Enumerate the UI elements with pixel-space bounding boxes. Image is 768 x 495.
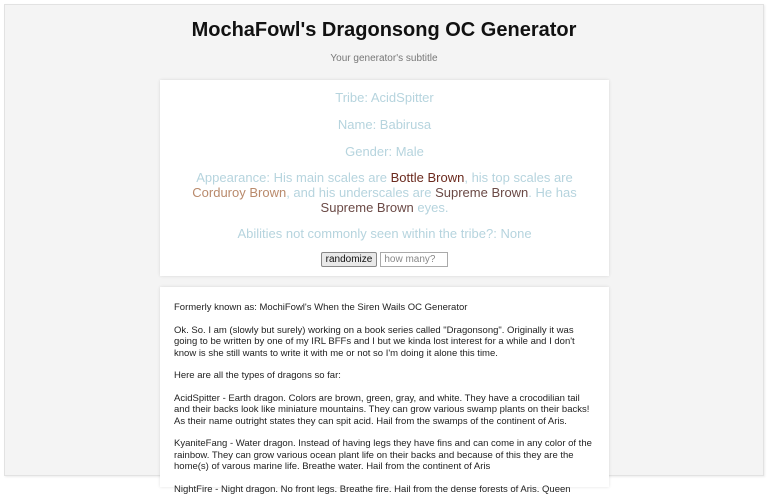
top-scale-color: Corduroy Brown — [192, 185, 286, 200]
main-scale-color: Bottle Brown — [391, 170, 465, 185]
gender-line: Gender: Male — [160, 144, 609, 159]
appearance-text: Appearance: His main scales are — [196, 170, 390, 185]
underscale-color: Supreme Brown — [435, 185, 528, 200]
description-paragraph: Formerly known as: MochiFowl's When the Siren Wails OC Generator — [174, 302, 595, 314]
description-paragraph: KyaniteFang - Water dragon. Instead of having legs they have fins and can come in any color of the rainbow. They can grow various ocean plant life on their backs and because of this they are the home(s) of varous marine life. Breathe water. Hail from the continent of Aris — [174, 438, 595, 473]
appearance-text: , his top scales are — [464, 170, 572, 185]
generator-output-card — [160, 80, 609, 276]
description-paragraph: Here are all the types of dragons so far: — [174, 370, 595, 382]
eye-color: Supreme Brown — [321, 200, 414, 215]
appearance-text: . He has — [528, 185, 576, 200]
description-paragraph: NightFire - Night dragon. No front legs. Breathe fire. Hail from the dense forests of Aris. Queen — [174, 484, 595, 495]
page-subtitle: Your generator's subtitle — [5, 53, 763, 64]
appearance-line — [190, 170, 579, 215]
description-card — [160, 287, 609, 487]
appearance-text: eyes. — [414, 200, 449, 215]
count-input[interactable] — [380, 252, 448, 267]
appearance-text: , and his underscales are — [286, 185, 435, 200]
description-paragraph: Ok. So. I am (slowly but surely) working on a book series called "Dragonsong". Originally it was going to be written by one of my IRL BFFs and I but we kinda lost interest for a while and I don't know is she still wants to write it with me or not so I'm doing it alone this time. — [174, 325, 595, 360]
page-title: MochaFowl's Dragonsong OC Generator — [5, 19, 763, 42]
abilities-line: Abilities not commonly seen within the tribe?: None — [160, 226, 609, 241]
tribe-line: Tribe: AcidSpitter — [160, 90, 609, 105]
randomize-button[interactable]: randomize — [321, 252, 378, 267]
name-line: Name: Babirusa — [160, 117, 609, 132]
description-paragraph: AcidSpitter - Earth dragon. Colors are brown, green, gray, and white. They have a crocodilian tail and their backs look like miniature mountains. They can grow various swamp plants on their backs! As their name outright states they can spit acid. Hail from the swamps of the continent of Aris. — [174, 393, 595, 428]
generator-controls — [160, 252, 609, 267]
page-frame — [4, 4, 764, 476]
description-body — [160, 287, 609, 495]
